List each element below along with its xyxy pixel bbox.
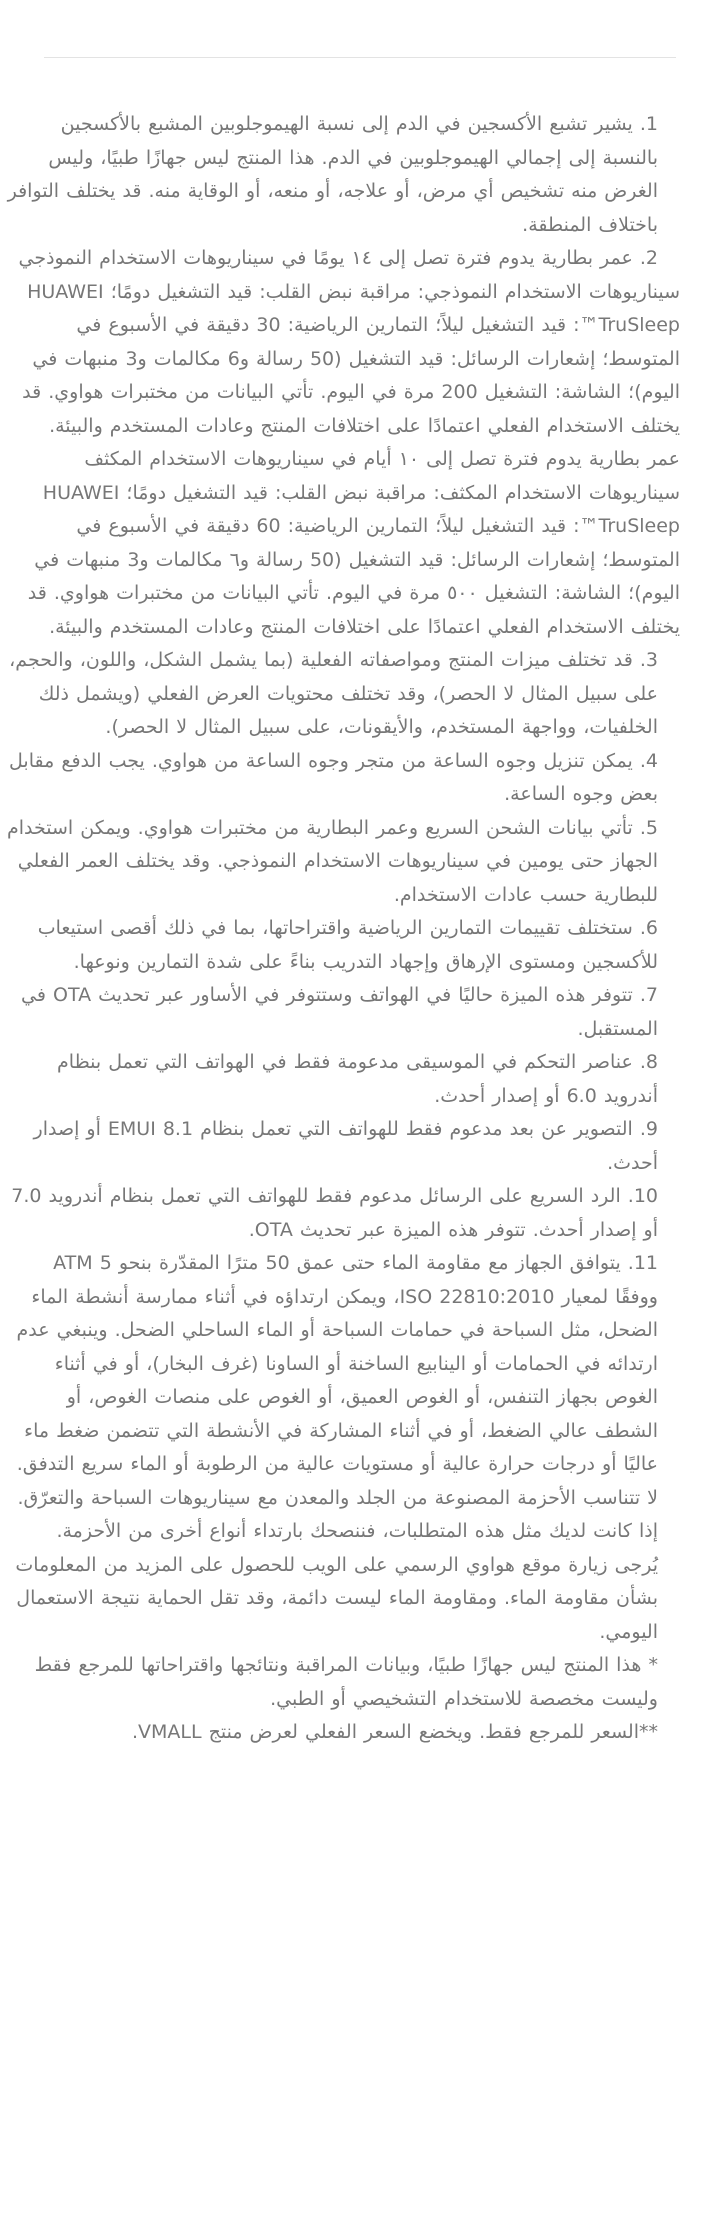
section-divider (44, 57, 676, 58)
footnote-2: 2. عمر بطارية يدوم فترة تصل إلى ١٤ يومًا في سيناريوهات الاستخدام النموذجي (18, 247, 658, 269)
footnote-9: 9. التصوير عن بعد مدعوم فقط للهواتف التي تعمل بنظام EMUI 8.1 أو إصدار أحدث. (33, 1118, 658, 1174)
footnote-2-heavy-scenario: عمر بطارية يدوم فترة تصل إلى ١٠ أيام في سيناريوهات الاستخدام المكثف سيناريوهات الاستخدام المكثف: مراقبة نبض القلب: قيد التشغيل دومًا؛ HUAWEI TruSleep™: قيد التشغيل ليلاً؛ التمارين الرياضية: 60 دقيقة في الأسبوع في المتوسط؛ إشعارات الرسائل: قيد التشغيل (50 رسالة و٦ مكالمات و3 منبهات في اليوم)؛ الشاشة: التشغيل ٥٠٠ مرة في اليوم. تأتي البيانات من مختبرات هواوي. قد يختلف الاستخدام الفعلي اعتمادًا على اختلافات المنتج وعادات المستخدم والبيئة. (27, 448, 680, 638)
footnotes-section (4, 108, 680, 1750)
footnote-1: 1. يشير تشبع الأكسجين في الدم إلى نسبة الهيموجلوبين المشبع بالأكسجين بالنسبة إلى إجمالي الهيموجلوبين في الدم. هذا المنتج ليس جهازًا طبيًا، وليس الغرض منه تشخيص أي مرض، أو علاجه، أو منعه، أو الوقاية منه. قد يختلف التوافر باختلاف المنطقة. (7, 113, 658, 236)
footnote-6: 6. ستختلف تقييمات التمارين الرياضية واقتراحاتها، بما في ذلك أقصى استيعاب للأكسجين ومستوى الإرهاق وإجهاد التدريب بناءً على شدة التمارين ونوعها. (37, 917, 658, 973)
footnote-2-typical-scenario: سيناريوهات الاستخدام النموذجي: مراقبة نبض القلب: قيد التشغيل دومًا؛ HUAWEI TruSleep™: قيد التشغيل ليلاً؛ التمارين الرياضية: 30 دقيقة في الأسبوع في المتوسط؛ إشعارات الرسائل: قيد التشغيل (50 رسالة و6 مكالمات و3 منبهات في اليوم)؛ الشاشة: التشغيل 200 مرة في اليوم. تأتي البيانات من مختبرات هواوي. قد يختلف الاستخدام الفعلي اعتمادًا على اختلافات المنتج وعادات المستخدم والبيئة. (22, 280, 680, 437)
footnote-star-price: **السعر للمرجع فقط. ويخضع السعر الفعلي لعرض منتج VMALL. (131, 1721, 658, 1743)
footnote-8: 8. عناصر التحكم في الموسيقى مدعومة فقط في الهواتف التي تعمل بنظام أندرويد 6.0 أو إصدار أحدث. (57, 1051, 658, 1107)
footnote-11-more-info: يُرجى زيارة موقع هواوي الرسمي على الويب للحصول على المزيد من المعلومات بشأن مقاومة الماء. ومقاومة الماء ليست دائمة، وقد تقل الحماية نتيجة الاستعمال اليومي. (15, 1553, 658, 1643)
footnote-star-medical: * هذا المنتج ليس جهازًا طبيًا، وبيانات المراقبة ونتائجها واقتراحاتها للمرجع فقط وليست مخصصة للاستخدام التشخيصي أو الطبي. (34, 1654, 658, 1710)
footnote-11: 11. يتوافق الجهاز مع مقاومة الماء حتى عمق 50 مترًا المقدّرة بنحو 5 ATM ووفقًا لمعيار ISO 22810:2010، ويمكن ارتداؤه في أثناء ممارسة أنشطة الماء الضحل، مثل السباحة في حمامات السباحة أو الماء الساحلي الضحل. وينبغي عدم ارتدائه في الحمامات أو الينابيع الساخنة أو الساونا (غرف البخار)، أو في أثناء الغوص بجهاز التنفس، أو الغوص العميق، أو الغوص على منصات الغوص، أو الشطف عالي الضغط، أو في أثناء المشاركة في الأنشطة التي تتضمن ضغط ماء عاليًا أو درجات حرارة عالية أو مستويات عالية من الرطوبة أو الماء سريع التدفق. لا تتناسب الأحزمة المصنوعة من الجلد والمعدن مع سيناريوهات السباحة والتعرّق. إذا كانت لديك مثل هذه المتطلبات، فننصحك بارتداء أنواع أخرى من الأحزمة. (16, 1252, 658, 1542)
footnote-4: 4. يمكن تنزيل وجوه الساعة من متجر وجوه الساعة من هواوي. يجب الدفع مقابل بعض وجوه الساعة. (9, 749, 658, 805)
footnote-5: 5. تأتي بيانات الشحن السريع وعمر البطارية من مختبرات هواوي. ويمكن استخدام الجهاز حتى يومين في سيناريوهات الاستخدام النموذجي. وقد يختلف العمر الفعلي للبطارية حسب عادات الاستخدام. (6, 816, 658, 906)
footnote-10: 10. الرد السريع على الرسائل مدعوم فقط للهواتف التي تعمل بنظام أندرويد 7.0 أو إصدار أحدث. تتوفر هذه الميزة عبر تحديث OTA. (11, 1185, 658, 1241)
footnote-3: 3. قد تختلف ميزات المنتج ومواصفاته الفعلية (بما يشمل الشكل، واللون، والحجم، على سبيل المثال لا الحصر)، وقد تختلف محتويات العرض الفعلي (ويشمل ذلك الخلفيات، وواجهة المستخدم، والأيقونات، على سبيل المثال لا الحصر). (9, 649, 658, 738)
footnote-7: 7. تتوفر هذه الميزة حاليًا في الهواتف وستتوفر في الأساور عبر تحديث OTA في المستقبل. (21, 984, 658, 1040)
